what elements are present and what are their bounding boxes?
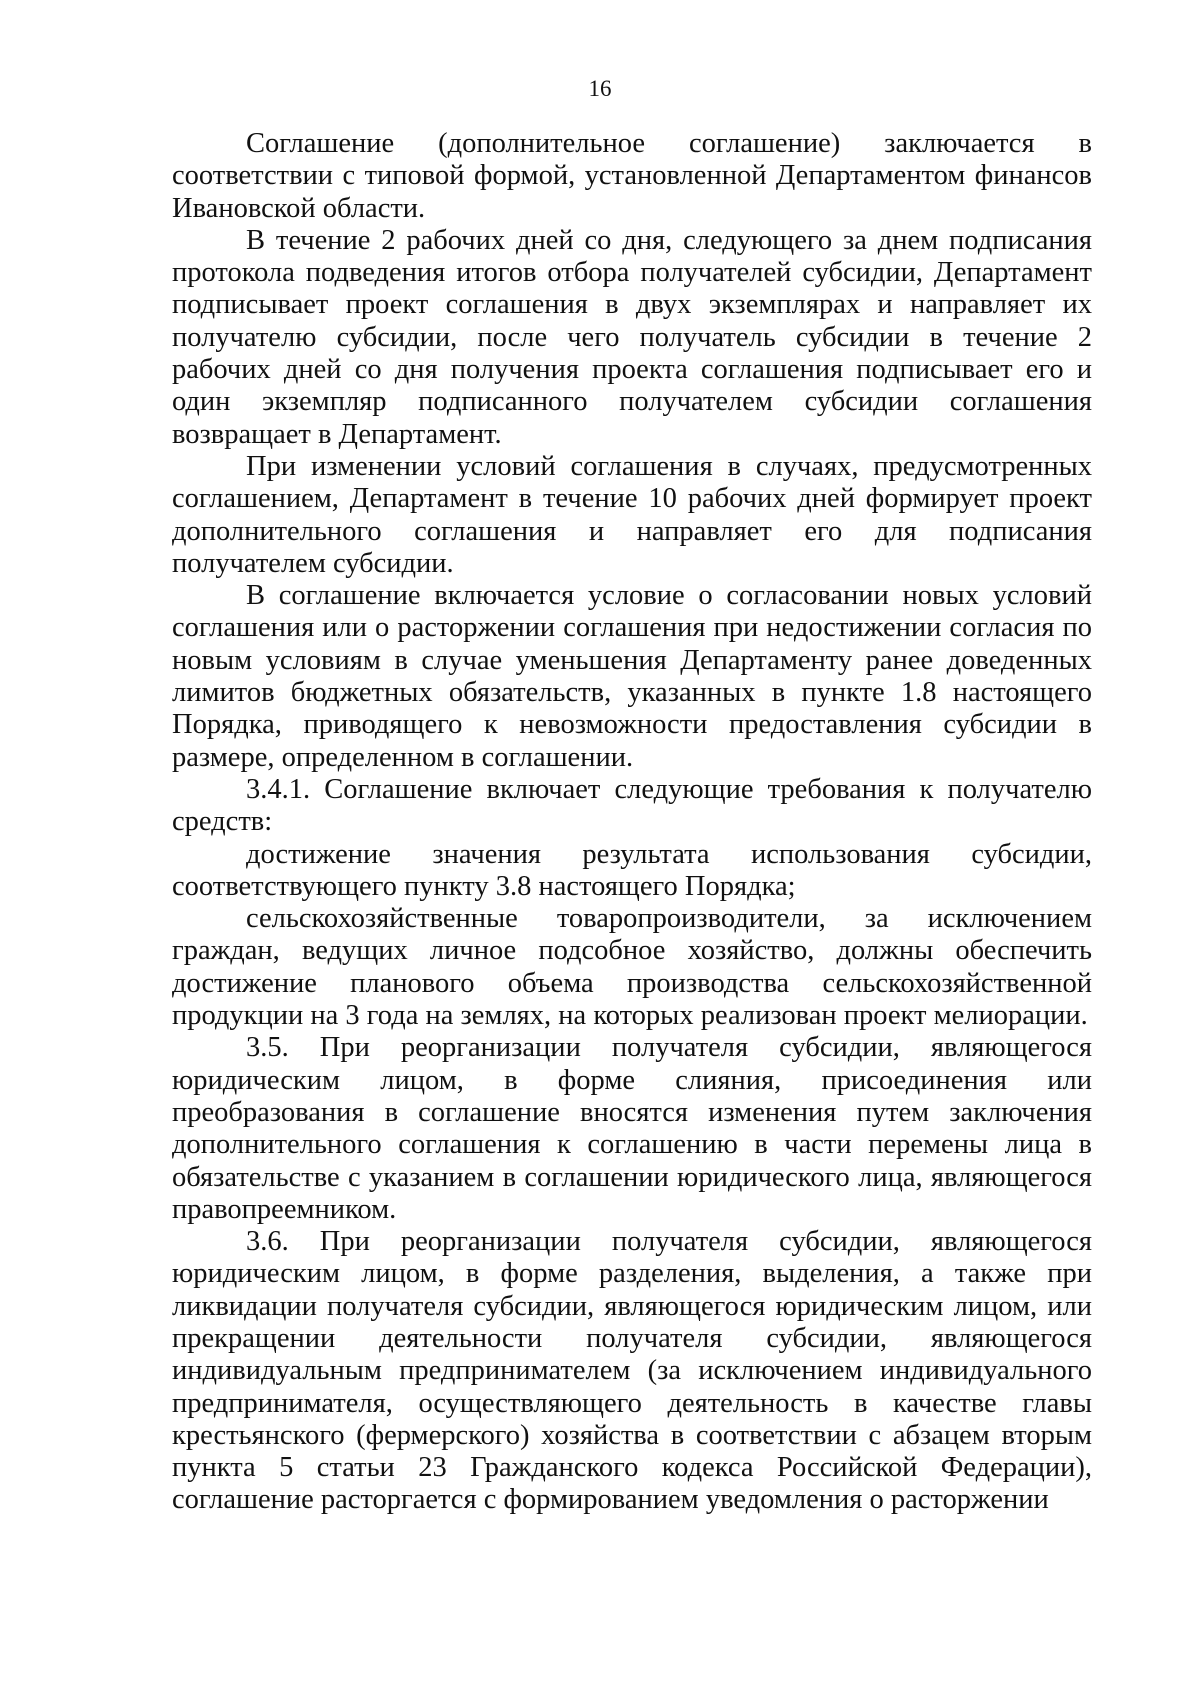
paragraph-signing-procedure: В течение 2 рабочих дней со дня, следующего за днем подписания протокола подведения итогов отбора получателей субсидии, Департамент подписывает проект соглашения в двух экземплярах и направляет их получателю субсидии, после чего получатель субсидии в течение 2 рабочих дней со дня получения проекта соглашения подписывает его и один экземпляр подписанного получателем субсидии соглашения возвращает в Департамент. [172, 224, 1092, 450]
document-body [172, 128, 1092, 1517]
paragraph-amendment-procedure: При изменении условий соглашения в случаях, предусмотренных соглашением, Департамент в течение 10 рабочих дней формирует проект дополнительного соглашения и направляет его для подписания получателем субсидии. [172, 450, 1092, 579]
paragraph-3-4-1: 3.4.1. Соглашение включает следующие требования к получателю средств: [172, 773, 1092, 838]
page-number: 16 [588, 76, 612, 101]
paragraph-production-requirement: сельскохозяйственные товаропроизводители, за исключением граждан, ведущих личное подсобное хозяйство, должны обеспечить достижение планового объема производства сельскохозяйственной продукции на 3 года на землях, на которых реализован проект мелиорации. [172, 903, 1092, 1032]
paragraph-3-5: 3.5. При реорганизации получателя субсидии, являющегося юридическим лицом, в форме слияния, присоединения или преобразования в соглашение вносятся изменения путем заключения дополнительного соглашения к соглашению в части перемены лица в обязательстве с указанием в соглашении юридического лица, являющегося правопреемником. [172, 1032, 1092, 1225]
paragraph-result-requirement: достижение значения результата использования субсидии, соответствующего пункту 3.8 настоящего Порядка; [172, 838, 1092, 902]
paragraph-3-6: 3.6. При реорганизации получателя субсидии, являющегося юридическим лицом, в форме разделения, выделения, а также при ликвидации получателя субсидии, являющегося юридическим лицом, или прекращении деятельности получателя субсидии, являющегося индивидуальным предпринимателем (за исключением индивидуального предпринимателя, осуществляющего деятельность в качестве главы крестьянского (фермерского) хозяйства в соответствии с абзацем вторым пункта 5 статьи 23 Гражданского кодекса Российской Федерации), соглашение расторгается с формированием уведомления о расторжении [172, 1226, 1092, 1516]
paragraph-limits-condition: В соглашение включается условие о согласовании новых условий соглашения или о расторжении соглашения при недостижении согласия по новым условиям в случае уменьшения Департаменту ранее доведенных лимитов бюджетных обязательств, указанных в пункте 1.8 настоящего Порядка, приводящего к невозможности предоставления субсидии в размере, определенном в соглашении. [172, 580, 1092, 773]
paragraph-agreement-form: Соглашение (дополнительное соглашение) заключается в соответствии с типовой формой, установленной Департаментом финансов Ивановской области. [172, 128, 1092, 224]
